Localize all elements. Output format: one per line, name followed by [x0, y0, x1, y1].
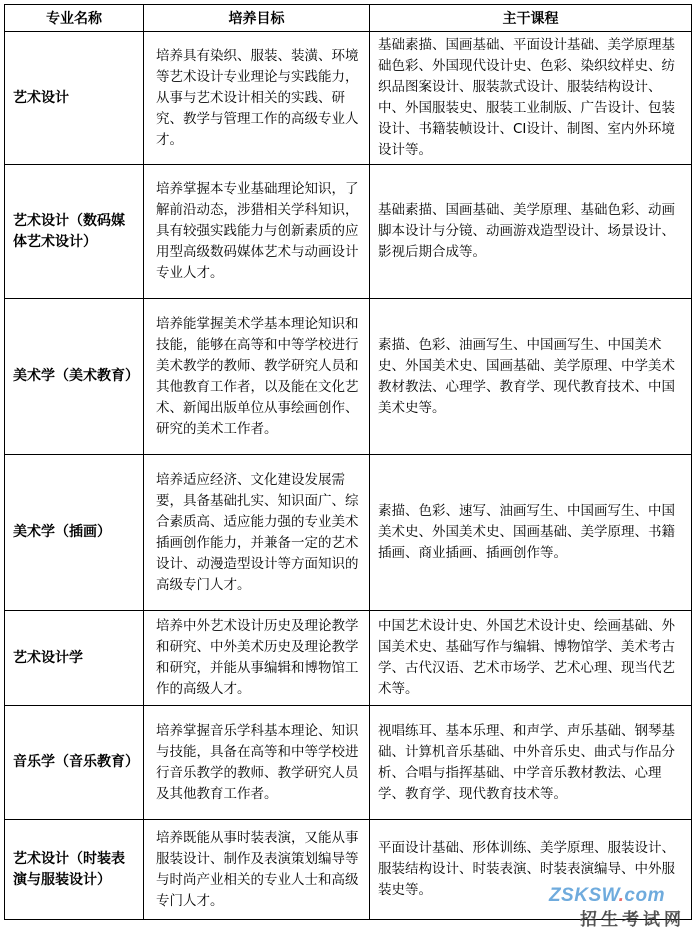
table-row	[5, 165, 692, 299]
training-goal-cell: 培养掌握音乐学科基本理论、知识与技能，具备在高等和中等学校进行音乐教学的教师、教学研究人员及其他教育工作者。	[144, 706, 370, 820]
table-row	[5, 299, 692, 455]
major-name-cell: 音乐学（音乐教育）	[5, 706, 144, 820]
training-goal-cell: 培养适应经济、文化建设发展需要，具备基础扎实、知识面广、综合素质高、适应能力强的专业美术插画创作能力，并兼备一定的艺术设计、动漫造型设计等方面知识的高级专门人才。	[144, 455, 370, 611]
main-courses-cell: 基础素描、国画基础、平面设计基础、美学原理基础色彩、外国现代设计史、色彩、染织纹样史、纺织品图案设计、服装款式设计、服装结构设计、中、外国服装史、服装工业制版、广告设计、包装设计、书籍装帧设计、CI设计、制图、室内外环境设计等。	[370, 32, 692, 165]
training-goal-cell: 培养掌握本专业基础理论知识，了解前沿动态，涉猎相关学科知识，具有较强实践能力与创新素质的应用型高级数码媒体艺术与动画设计专业人才。	[144, 165, 370, 299]
major-name-cell: 艺术设计	[5, 32, 144, 165]
major-name-cell: 艺术设计（数码媒体艺术设计）	[5, 165, 144, 299]
training-goal-cell: 培养能掌握美术学基本理论知识和技能，能够在高等和中等学校进行美术教学的教师、教学研究人员和其他教育工作者，以及能在文化艺术、新闻出版单位从事绘画创作、研究的美术工作者。	[144, 299, 370, 455]
watermark-domain-main: ZSKSW	[548, 885, 619, 906]
header-main-courses: 主干课程	[370, 5, 692, 32]
main-courses-cell: 中国艺术设计史、外国艺术设计史、绘画基础、外国美术史、基础写作与编辑、博物馆学、美术考古学、古代汉语、艺术市场学、艺术心理、现当代艺术等。	[370, 611, 692, 706]
header-training-goal: 培养目标	[144, 5, 370, 32]
training-goal-cell: 培养中外艺术设计历史及理论教学和研究、中外美术历史及理论教学和研究，并能从事编辑和博物馆工作的高级人才。	[144, 611, 370, 706]
major-name-cell: 艺术设计（时装表演与服装设计）	[5, 820, 144, 920]
watermark-domain-dot: .	[618, 885, 625, 906]
main-courses-cell: 基础素描、国画基础、美学原理、基础色彩、动画脚本设计与分镜、动画游戏造型设计、场景设计、影视后期合成等。	[370, 165, 692, 299]
main-courses-cell: 素描、色彩、速写、油画写生、中国画写生、中国美术史、外国美术史、国画基础、美学原理、书籍插画、商业插画、插画创作等。	[370, 455, 692, 611]
watermark-domain	[549, 885, 665, 907]
majors-table	[4, 4, 692, 920]
training-goal-cell: 培养具有染织、服装、装潢、环境等艺术设计专业理论与实践能力，从事与艺术设计相关的实践、研究、教学与管理工作的高级专业人才。	[144, 32, 370, 165]
table-row	[5, 455, 692, 611]
table-row	[5, 706, 692, 820]
major-name-cell: 美术学（插画）	[5, 455, 144, 611]
table-row	[5, 32, 692, 165]
table-header-row	[5, 5, 692, 32]
site-watermark	[519, 885, 689, 929]
watermark-domain-tld: com	[624, 885, 665, 906]
main-courses-cell: 素描、色彩、油画写生、中国画写生、中国美术史、外国美术史、国画基础、美学原理、中学美术教材教法、心理学、教育学、现代教育技术、中国美术史等。	[370, 299, 692, 455]
watermark-subtitle: 招生考试网	[580, 910, 685, 930]
main-courses-cell: 视唱练耳、基本乐理、和声学、声乐基础、钢琴基础、计算机音乐基础、中外音乐史、曲式与作品分析、合唱与指挥基础、中学音乐教材教法、心理学、教育学、现代教育技术等。	[370, 706, 692, 820]
header-major-name: 专业名称	[5, 5, 144, 32]
major-name-cell: 美术学（美术教育）	[5, 299, 144, 455]
training-goal-cell: 培养既能从事时装表演，又能从事服装设计、制作及表演策划编导等与时尚产业相关的专业人士和高级专门人才。	[144, 820, 370, 920]
major-name-cell: 艺术设计学	[5, 611, 144, 706]
main-courses-cell: 平面设计基础、形体训练、美学原理、服装设计、服装结构设计、时装表演、时装表演编导、中外服装史等。	[370, 820, 692, 920]
table-row	[5, 611, 692, 706]
